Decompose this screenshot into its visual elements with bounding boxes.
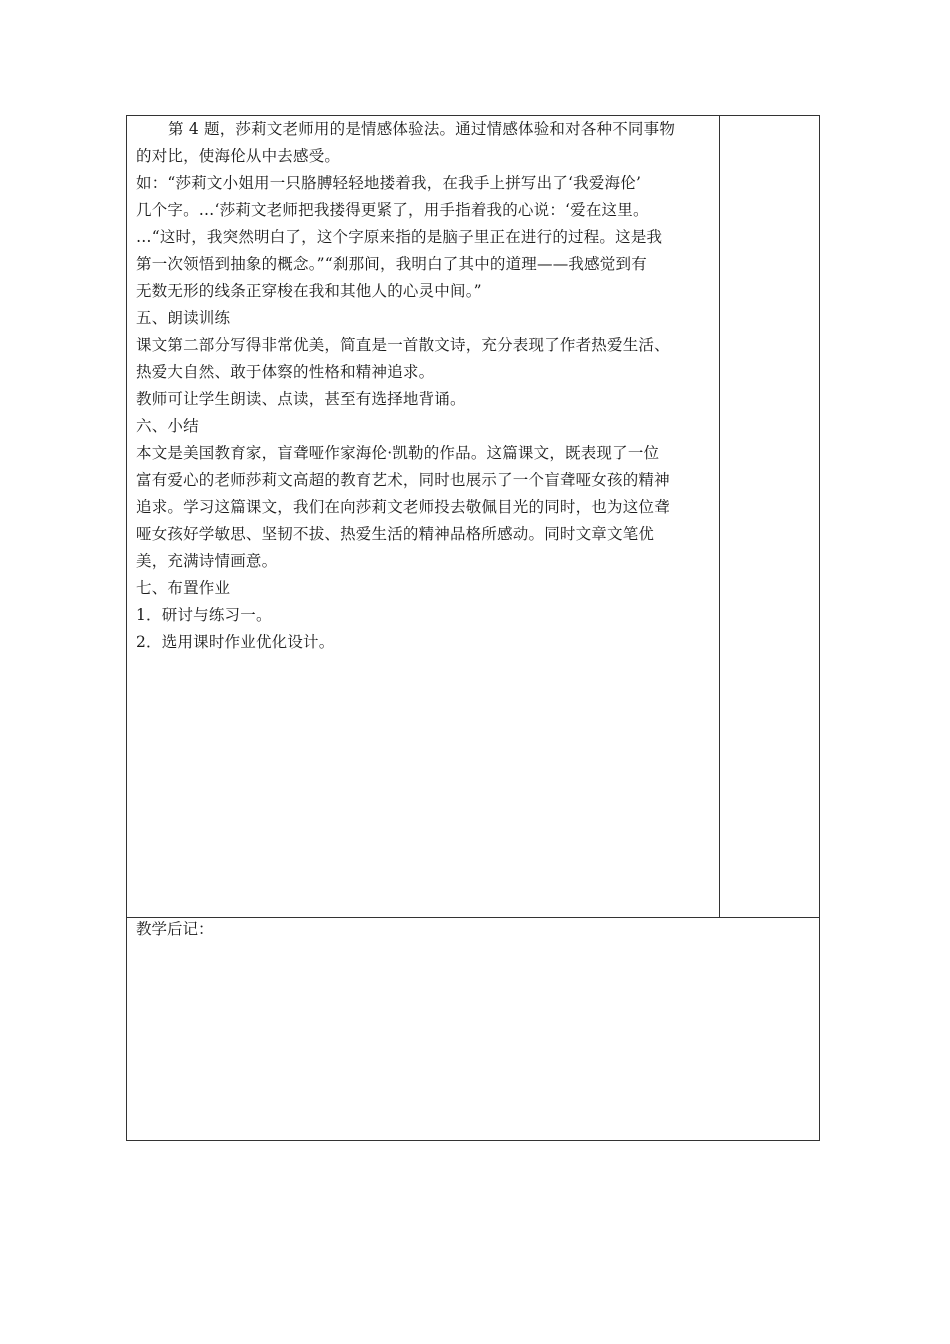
content-line: 哑女孩好学敏思、坚韧不拔、热爱生活的精神品格所感动。同时文章文笔优	[136, 525, 655, 543]
teaching-notes-label: 教学后记：	[136, 920, 214, 938]
teaching-notes-cell	[127, 918, 819, 1140]
content-line: 无数无形的线条正穿梭在我和其他人的心灵中间。”	[136, 282, 482, 300]
content-line: 的对比，使海伦从中去感受。	[136, 147, 341, 165]
lesson-content	[136, 116, 711, 656]
section-heading: 七、布置作业	[136, 579, 231, 597]
side-notes-cell	[720, 116, 819, 918]
content-line: 课文第二部分写得非常优美，简直是一首散文诗，充分表现了作者热爱生活、	[136, 336, 670, 354]
section-heading: 六、小结	[136, 417, 199, 435]
content-line: 教师可让学生朗读、点读，甚至有选择地背诵。	[136, 390, 466, 408]
content-line: 美，充满诗情画意。	[136, 552, 278, 570]
content-line: 富有爱心的老师莎莉文高超的教育艺术，同时也展示了一个盲聋哑女孩的精神	[136, 471, 670, 489]
homework-item: 1．研讨与练习一。	[136, 606, 272, 624]
section-heading: 五、朗读训练	[136, 309, 231, 327]
lesson-content-cell	[127, 116, 720, 918]
content-line: …“这时，我突然明白了，这个字原来指的是脑子里正在进行的过程。这是我	[136, 228, 663, 246]
homework-item: 2．选用课时作业优化设计。	[136, 633, 335, 651]
content-line: 如：“莎莉文小姐用一只胳膊轻轻地搂着我，在我手上拼写出了‘我爱海伦’	[136, 174, 642, 192]
content-line: 第一次领悟到抽象的概念。”“刹那间，我明白了其中的道理——我感觉到有	[136, 255, 647, 273]
content-line: 第 4 题，莎莉文老师用的是情感体验法。通过情感体验和对各种不同事物	[168, 120, 676, 138]
content-line: 热爱大自然、敢于体察的性格和精神追求。	[136, 363, 435, 381]
content-line: 几个字。…‘莎莉文老师把我搂得更紧了，用手指着我的心说：‘爱在这里。	[136, 201, 649, 219]
content-line: 追求。学习这篇课文，我们在向莎莉文老师投去敬佩目光的同时，也为这位聋	[136, 498, 670, 516]
content-line: 本文是美国教育家，盲聋哑作家海伦·凯勒的作品。这篇课文，既表现了一位	[136, 444, 660, 462]
lesson-plan-table	[126, 115, 820, 1141]
